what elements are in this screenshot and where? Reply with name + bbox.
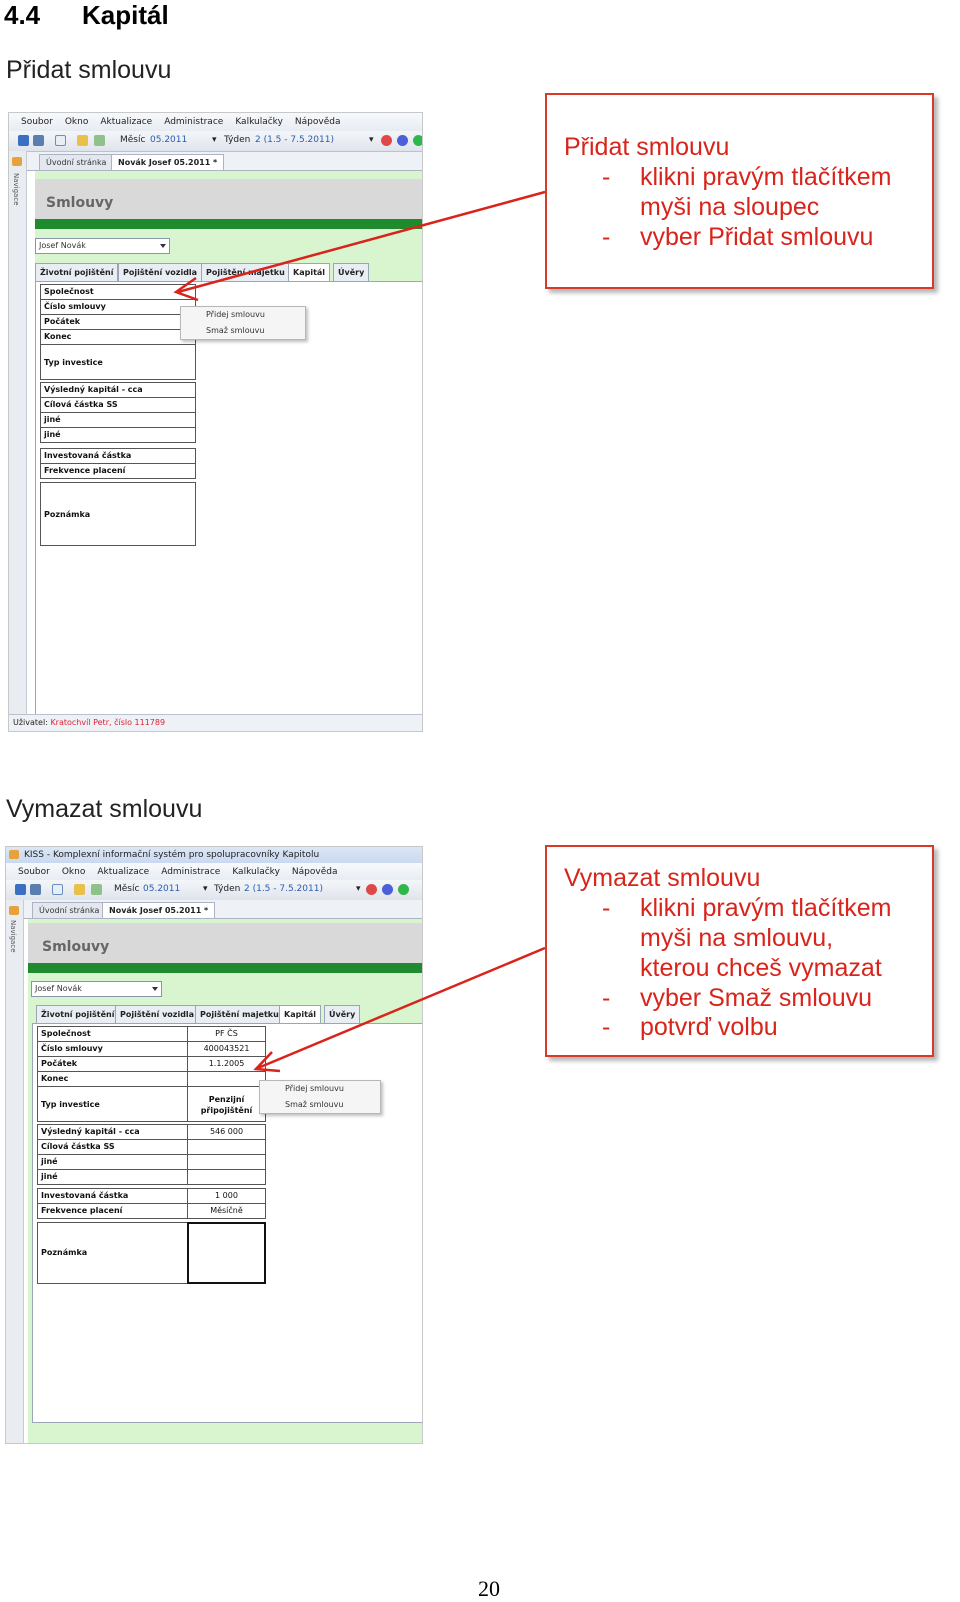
window-title: KISS - Komplexní informační systém pro spolupracovníky Kapitolu bbox=[24, 850, 320, 860]
tab-uvery[interactable]: Úvěry bbox=[333, 263, 369, 282]
client-select-value: Josef Novák bbox=[35, 984, 82, 993]
month-label: Měsíc bbox=[120, 135, 146, 145]
tab-vozidla[interactable]: Pojištění vozidla bbox=[118, 263, 202, 282]
month-value[interactable]: 05.2011 bbox=[150, 135, 188, 145]
status-label: Uživatel: bbox=[13, 718, 48, 727]
menu-aktualizace[interactable]: Aktualizace bbox=[100, 117, 153, 127]
value-spolecnost[interactable]: PF ČS bbox=[187, 1026, 266, 1042]
navigation-label[interactable]: Navigace bbox=[12, 173, 20, 206]
subsection-title-delete: Vymazat smlouvu bbox=[6, 795, 203, 823]
value-typ[interactable]: Penzijní připojištění bbox=[187, 1086, 266, 1122]
section-title: Kapitál bbox=[82, 0, 169, 30]
tab-client[interactable]: Novák Josef 05.2011 * bbox=[102, 902, 215, 918]
subsection-title-add: Přidat smlouvu bbox=[6, 56, 172, 84]
field-cilova[interactable]: Cílová částka SS bbox=[40, 397, 196, 413]
menu-napoveda[interactable]: Nápověda bbox=[291, 867, 338, 877]
callout-add-title: Přidat smlouvu bbox=[564, 133, 730, 161]
arrow-add bbox=[176, 192, 545, 300]
month-dropdown-icon[interactable]: ▾ bbox=[212, 135, 217, 145]
month-dropdown-icon[interactable]: ▾ bbox=[203, 884, 208, 894]
week-dropdown-icon[interactable]: ▾ bbox=[356, 884, 361, 894]
week-label: Týden bbox=[224, 135, 251, 145]
callout-delete-line-2: myši na smlouvu, bbox=[640, 924, 834, 952]
field-jine-1[interactable]: jiné bbox=[40, 412, 196, 428]
menu-administrace[interactable]: Administrace bbox=[161, 867, 221, 877]
tab-home[interactable]: Úvodní stránka bbox=[39, 154, 113, 170]
menu-item-smaz[interactable]: Smaž smlouvu bbox=[285, 1100, 344, 1109]
page-number: 20 bbox=[478, 1576, 500, 1601]
field-cilova[interactable]: Cílová částka SS bbox=[37, 1139, 188, 1155]
tab-uvery[interactable]: Úvěry bbox=[324, 1005, 360, 1024]
value-investovana[interactable]: 1 000 bbox=[187, 1188, 266, 1204]
navigation-label[interactable]: Navigace bbox=[9, 920, 17, 953]
week-value[interactable]: 2 (1.5 - 7.5.2011) bbox=[244, 884, 323, 894]
field-typ[interactable]: Typ investice bbox=[37, 1086, 188, 1122]
field-spolecnost[interactable]: Společnost bbox=[37, 1026, 188, 1042]
value-pocatek[interactable]: 1.1.2005 bbox=[187, 1056, 266, 1072]
menu-soubor[interactable]: Soubor bbox=[18, 867, 50, 877]
field-typ[interactable]: Typ investice bbox=[40, 344, 196, 380]
field-spolecnost[interactable]: Společnost bbox=[40, 284, 196, 300]
tab-majetku[interactable]: Pojištění majetku bbox=[195, 1005, 284, 1024]
callout-add-line-3: vyber Přidat smlouvu bbox=[640, 223, 874, 251]
month-value[interactable]: 05.2011 bbox=[143, 884, 181, 894]
tab-kapital[interactable]: Kapitál bbox=[288, 263, 330, 282]
menu-kalkulacky[interactable]: Kalkulačky bbox=[232, 867, 280, 877]
field-konec[interactable]: Konec bbox=[37, 1071, 188, 1087]
callout-add-line-2: myši na sloupec bbox=[640, 193, 820, 221]
callout-delete-line-3: kterou chceš vymazat bbox=[640, 954, 882, 982]
section-number: 4.4 bbox=[4, 0, 41, 30]
field-jine-2[interactable]: jiné bbox=[37, 1169, 188, 1185]
bullet-dash: - bbox=[602, 223, 611, 251]
tab-zivotni[interactable]: Životní pojištění bbox=[36, 1005, 119, 1024]
value-vysledny[interactable]: 546 000 bbox=[187, 1124, 266, 1140]
bullet-dash: - bbox=[602, 1013, 611, 1041]
tab-zivotni[interactable]: Životní pojištění bbox=[35, 263, 118, 282]
field-poznamka[interactable]: Poznámka bbox=[37, 1222, 188, 1284]
menu-soubor[interactable]: Soubor bbox=[21, 117, 53, 127]
menu-napoveda[interactable]: Nápověda bbox=[294, 117, 341, 127]
field-cislo[interactable]: Číslo smlouvy bbox=[40, 299, 196, 315]
menu-okno[interactable]: Okno bbox=[61, 867, 86, 877]
field-poznamka[interactable]: Poznámka bbox=[40, 482, 196, 546]
week-dropdown-icon[interactable]: ▾ bbox=[369, 135, 374, 145]
field-jine-1[interactable]: jiné bbox=[37, 1154, 188, 1170]
bullet-dash: - bbox=[602, 984, 611, 1012]
callout-delete-line-1: klikni pravým tlačítkem bbox=[640, 894, 892, 922]
field-investovana[interactable]: Investovaná částka bbox=[37, 1188, 188, 1204]
field-pocatek[interactable]: Počátek bbox=[37, 1056, 188, 1072]
month-label: Měsíc bbox=[114, 884, 140, 894]
field-pocatek[interactable]: Počátek bbox=[40, 314, 196, 330]
callout-delete-title: Vymazat smlouvu bbox=[564, 864, 761, 892]
field-vysledny[interactable]: Výsledný kapitál - cca bbox=[40, 382, 196, 398]
field-cislo[interactable]: Číslo smlouvy bbox=[37, 1041, 188, 1057]
menu-item-pridej[interactable]: Přidej smlouvu bbox=[285, 1084, 344, 1093]
field-konec[interactable]: Konec bbox=[40, 329, 196, 345]
arrow-delete bbox=[256, 948, 545, 1071]
status-user: Kratochvíl Petr, číslo 111789 bbox=[50, 718, 166, 727]
tab-client[interactable]: Novák Josef 05.2011 * bbox=[111, 154, 224, 170]
week-label: Týden bbox=[214, 884, 241, 894]
callout-add-line-1: klikni pravým tlačítkem bbox=[640, 163, 892, 191]
menu-aktualizace[interactable]: Aktualizace bbox=[97, 867, 150, 877]
menu-administrace[interactable]: Administrace bbox=[164, 117, 224, 127]
contracts-title: Smlouvy bbox=[42, 939, 110, 955]
callout-delete-line-4: vyber Smaž smlouvu bbox=[640, 984, 873, 1012]
field-investovana[interactable]: Investovaná částka bbox=[40, 448, 196, 464]
client-select-value: Josef Novák bbox=[39, 241, 86, 250]
menu-okno[interactable]: Okno bbox=[64, 117, 89, 127]
field-jine-2[interactable]: jiné bbox=[40, 427, 196, 443]
value-cislo[interactable]: 400043521 bbox=[187, 1041, 266, 1057]
bullet-dash: - bbox=[602, 163, 611, 191]
menu-item-pridej[interactable]: Přidej smlouvu bbox=[206, 310, 265, 319]
field-frekvence[interactable]: Frekvence placení bbox=[37, 1203, 188, 1219]
tab-kapital[interactable]: Kapitál bbox=[279, 1005, 321, 1024]
callout-delete-line-5: potvrď volbu bbox=[640, 1013, 778, 1041]
week-value[interactable]: 2 (1.5 - 7.5.2011) bbox=[255, 135, 334, 145]
field-frekvence[interactable]: Frekvence placení bbox=[40, 463, 196, 479]
tab-home[interactable]: Úvodní stránka bbox=[32, 902, 106, 918]
bullet-dash: - bbox=[602, 894, 611, 922]
menu-item-smaz[interactable]: Smaž smlouvu bbox=[206, 326, 265, 335]
tab-majetku[interactable]: Pojištění majetku bbox=[201, 263, 290, 282]
contracts-title: Smlouvy bbox=[46, 195, 114, 211]
menu-kalkulacky[interactable]: Kalkulačky bbox=[235, 117, 283, 127]
value-frekvence[interactable]: Měsíčně bbox=[187, 1203, 266, 1219]
tab-vozidla[interactable]: Pojištění vozidla bbox=[115, 1005, 199, 1024]
field-vysledny[interactable]: Výsledný kapitál - cca bbox=[37, 1124, 188, 1140]
